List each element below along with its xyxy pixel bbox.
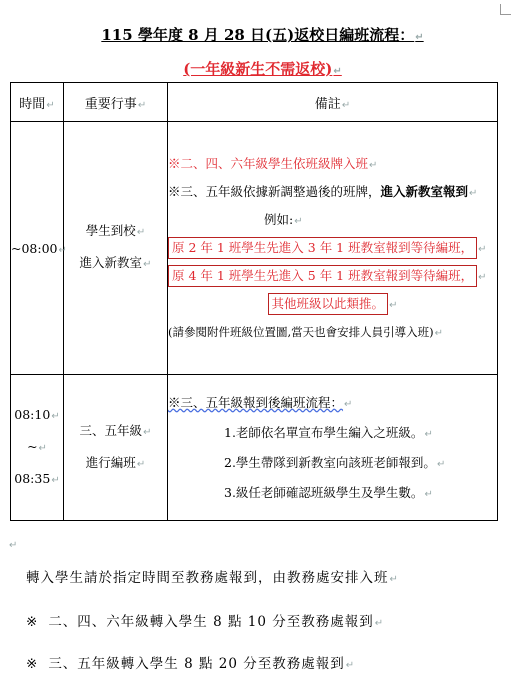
row2-note-line1: ※三、五年級報到後編班流程：↵ [168,394,353,410]
document-subtitle: (一年級新生不需返校)↵ [183,60,342,78]
header-time: 時間↵ [11,83,64,122]
row1-event-line1: 學生到校↵ [85,223,146,238]
footer-line-3: ※ 三、五年級轉入學生 8 點 20 分至教務處報到↵ [26,656,356,672]
header-note-text: 備註 [314,96,341,112]
row1-event-line2: 進入新教室↵ [79,255,152,270]
row1-event [64,122,168,375]
header-time-text: 時間 [19,96,46,112]
row1-note [168,122,498,375]
table-row [11,375,498,521]
header-note: 備註↵ [168,83,498,122]
paragraph-mark: ↵ [9,540,18,551]
row1-note-line3: 例如:↵ [264,212,303,227]
row1-note-box2: 原 4 年 1 班學生先進入 5 年 1 班教室報到等待編班， ↵ [168,262,497,290]
row2-step-2: 2.學生帶隊到新教室向該班老師報到。↵ [224,454,446,470]
row1-note-line7: (請參閱附件班級位置圖,當天也會安排人員引導入班)↵ [168,325,444,339]
table-header-row [11,83,498,122]
row1-time-text: ~08:00 [11,240,58,256]
row2-step-3: 3.級任老師確認班級學生及學生數。↵ [224,484,433,500]
row2-time-end: 08:35↵ [14,470,60,486]
reference-mark-icon: ※ [26,614,39,630]
subtitle-text: (一年級新生不需返校) [183,60,333,78]
footer-line-2: ※ 二、四、六年級轉入學生 8 點 10 分至教務處報到↵ [26,614,385,630]
row1-note-line1: ※二、四、六年級學生依班級牌入班↵ [168,156,378,171]
row2-step-1: 1.老師依名單宣布學生編入之班級。↵ [224,424,433,440]
row2-event-line2: 進行編班↵ [85,454,146,470]
header-event: 重要行事↵ [64,83,168,122]
document-title: 115 學年度 8 月 28 日(五)返校日編班流程：↵ [101,26,424,44]
row1-time: ~08:00↵ [11,122,64,375]
page-corner-mark [500,4,511,15]
row1-note-box3: 其他班級以此類推。 ↵ [168,290,497,318]
table-row [11,122,498,375]
row2-time [11,375,64,521]
row1-note-box1: 原 2 年 1 班學生先進入 3 年 1 班教室報到等待編班， ↵ [168,234,497,262]
title-text: 115 學年度 8 月 28 日(五)返校日編班流程： [101,26,415,44]
schedule-table [10,82,498,521]
row2-event-line1: 三、五年級↵ [79,422,152,438]
reference-mark-icon: ※ [26,656,39,672]
header-event-text: 重要行事 [84,96,137,112]
row2-event [64,375,168,521]
footer-line-1: 轉入學生請於指定時間至教務處報到，由教務處安排入班↵ [26,570,399,586]
row1-note-line2: ※三、五年級依據新調整過後的班牌，進入新教室報到↵ [168,184,478,199]
row2-time-start: 08:10↵ [14,406,60,422]
row2-time-tilde: ~↵ [27,438,47,454]
row2-note [168,375,498,521]
